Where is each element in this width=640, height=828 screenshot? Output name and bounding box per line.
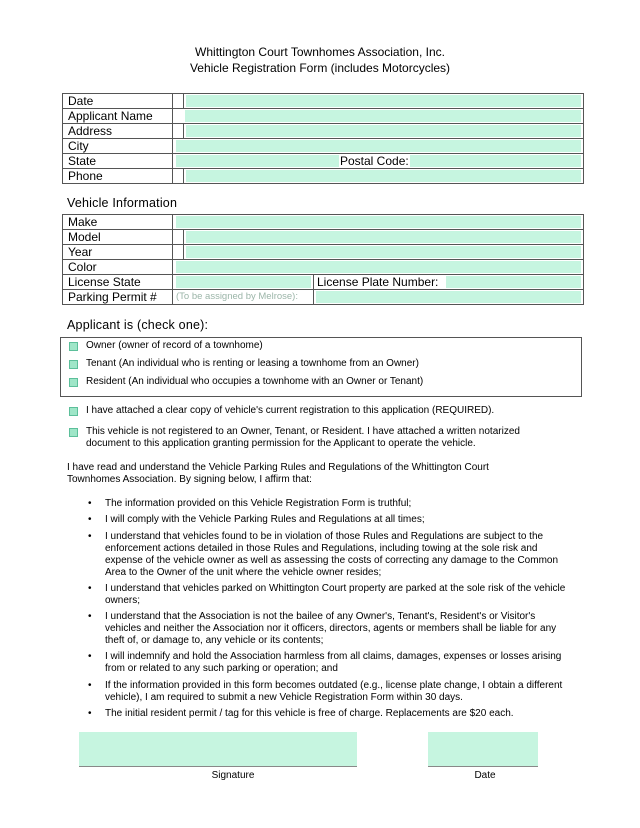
year-label: Year [63,245,173,260]
permit-note: (To be assigned by Melrose): [176,291,298,302]
not-registered-statement: This vehicle is not registered to an Owner, Tenant, or Resident. I have attached a written notarized document to this application granting permission for the Applicant to operate the vehicle. [86,426,520,449]
applicant-name-label: Applicant Name [63,109,173,124]
address-field[interactable] [186,125,581,137]
registration-statement: I have attached a clear copy of vehicle's current registration to this application (REQUIRED). [86,405,495,416]
color-field[interactable] [176,261,581,273]
affirmation-intro: I have read and understand the Vehicle Parking Rules and Regulations of the Whittington Court Townhomes Association. By signing below, I affirm that: [67,462,489,485]
model-field[interactable] [186,231,581,243]
form-title: Vehicle Registration Form (includes Motorcycles) [189,61,451,75]
license-state-label: License State [63,275,173,290]
postal-code-label: Postal Code: [340,154,409,168]
resident-option-label: Resident (An individual who occupies a townhome with an Owner or Tenant) [86,376,424,387]
owner-option-label: Owner (owner of record of a townhome) [86,340,263,351]
list-item: • If the information provided in this form becomes outdated (e.g., license plate change, I obtain a different vehicle), I am required to submit a new Vehicle Registration Form within 30 days. [88,679,563,703]
list-item: • I understand that vehicles parked on Whittington Court property are parked at the sole risk of the vehicle owners; [88,582,566,606]
tenant-option-label: Tenant (An individual who is renting or leasing a townhome from an Owner) [86,358,419,369]
phone-label: Phone [63,169,173,184]
signature-date-field[interactable] [428,732,538,767]
license-state-field[interactable] [176,276,311,288]
color-label: Color [63,260,173,275]
list-item: • The information provided on this Vehicle Registration Form is truthful; [88,498,412,509]
vehicle-table [62,214,584,305]
owner-checkbox[interactable] [69,342,78,351]
state-label: State [63,154,173,169]
form-org-title: Whittington Court Townhomes Association, Inc. [195,45,445,59]
signature-field[interactable] [79,732,357,767]
applicant-table [62,93,584,184]
resident-checkbox[interactable] [69,378,78,387]
model-label: Model [63,230,173,245]
list-item: • I will comply with the Vehicle Parking Rules and Regulations at all times; [88,514,425,526]
date-caption: Date [474,770,496,781]
year-field[interactable] [186,246,581,258]
make-field[interactable] [176,216,581,228]
city-field[interactable] [176,140,581,152]
affirmation-list [88,498,568,724]
list-item: • I will indemnify and hold the Association harmless from all claims, damages, expenses or losses arising from or related to any such parking or operation; and [88,651,562,675]
make-label: Make [63,215,173,230]
license-plate-field[interactable] [446,276,581,288]
date-label: Date [63,94,173,109]
list-item: • I understand that the Association is not the bailee of any Owner's, Tenant's, Resident's or Visitor's vehicles and neither the Association nor it officers, directors, agents or members shall be liable for any theft of, or damage to, any vehicle or its contents; [88,611,557,647]
tenant-checkbox[interactable] [69,360,78,369]
date-field[interactable] [186,95,581,107]
list-item: • The initial resident permit / tag for this vehicle is free of charge. Replacements are $20 each. [88,708,514,720]
vehicle-info-heading: Vehicle Information [67,196,178,210]
applicant-type-heading: Applicant is (check one): [67,318,209,332]
parking-permit-label: Parking Permit # [63,290,173,305]
registration-checkbox[interactable] [69,407,78,416]
license-plate-label: License Plate Number: [317,275,439,289]
signature-caption: Signature [211,770,255,781]
not-registered-checkbox[interactable] [69,428,78,437]
address-label: Address [63,124,173,139]
phone-field[interactable] [186,170,581,182]
city-label: City [63,139,173,154]
parking-permit-field[interactable] [316,291,581,303]
list-item: • I understand that vehicles found to be in violation of those Rules and Regulations are subject to the enforcement actions detailed in those Rules and Regulations, including towing at the sole risk and expense of the vehicle owner as well as assessing the costs of correcting any damage to the Common Area to the Owner of the unit where the vehicle owner resides; [88,530,559,578]
applicant-name-field[interactable] [185,110,581,122]
